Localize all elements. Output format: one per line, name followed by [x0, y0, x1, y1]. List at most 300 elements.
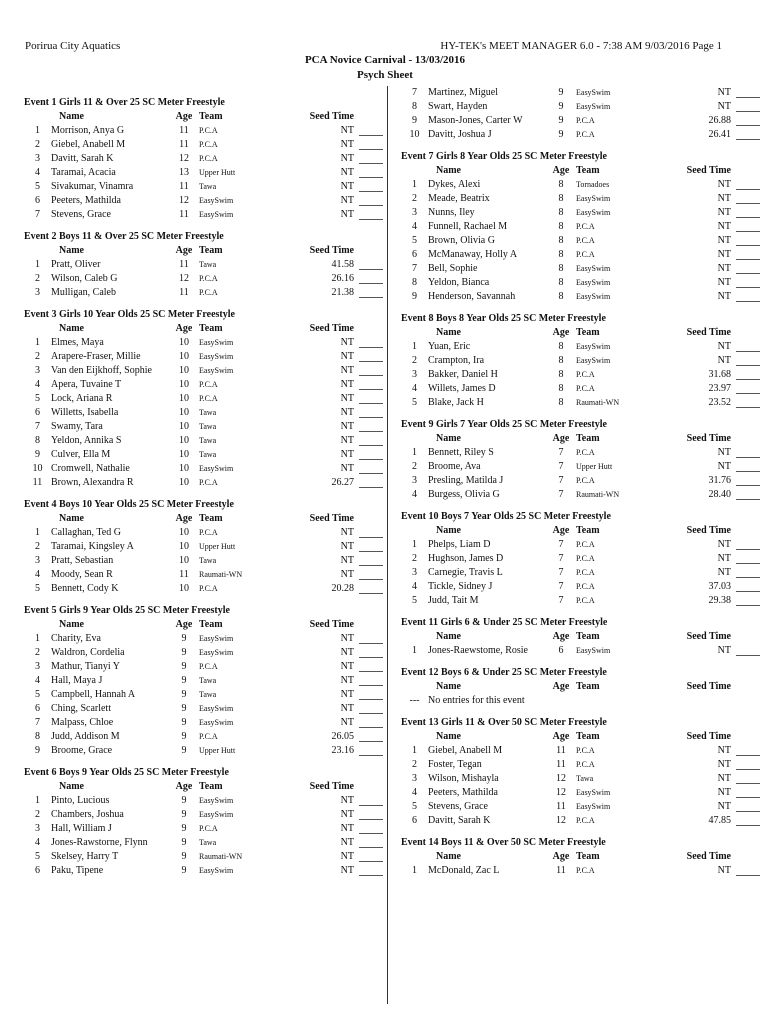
col-team-header: Team	[576, 433, 600, 444]
table-row	[24, 582, 386, 596]
swimmer-name: Pinto, Lucious	[51, 795, 110, 806]
swimmer-age: 12	[556, 773, 566, 784]
swimmer-team: P.C.A	[199, 140, 218, 149]
seed-time: NT	[340, 527, 354, 538]
seed-time: NT	[340, 837, 354, 848]
column-headers	[401, 524, 763, 538]
swimmer-team: P.C.A	[199, 528, 218, 537]
col-team-header: Team	[199, 781, 223, 792]
col-seed-header: Seed Time	[686, 681, 731, 692]
col-seed-header: Seed Time	[686, 631, 731, 642]
result-blank-line	[359, 744, 383, 758]
row-number: 5	[35, 851, 40, 862]
result-blank-line	[736, 580, 760, 594]
swimmer-age: 12	[179, 195, 189, 206]
result-blank-line	[359, 836, 383, 850]
seed-time: 23.52	[708, 397, 731, 408]
seed-time: 26.05	[331, 731, 354, 742]
swimmer-age: 9	[558, 115, 564, 126]
table-row	[401, 644, 763, 658]
row-number: 3	[35, 153, 40, 164]
result-blank-line	[736, 114, 760, 128]
seed-time: NT	[340, 717, 354, 728]
seed-time: NT	[717, 553, 731, 564]
col-num-header	[24, 780, 51, 794]
swimmer-name: Tickle, Sidney J	[428, 581, 493, 592]
swimmer-team: EasySwim	[199, 464, 234, 473]
swimmer-age: 9	[181, 731, 187, 742]
left-column	[24, 96, 386, 886]
swimmer-age: 9	[181, 795, 187, 806]
table-row	[401, 234, 763, 248]
seed-time: NT	[717, 263, 731, 274]
table-row	[24, 674, 386, 688]
swimmer-age: 11	[556, 745, 566, 756]
row-number: 6	[412, 815, 417, 826]
event-section	[401, 716, 763, 828]
row-number: 8	[412, 277, 417, 288]
col-team-header: Team	[576, 631, 600, 642]
table-row	[401, 340, 763, 354]
seed-time: NT	[340, 365, 354, 376]
result-blank-line	[359, 378, 383, 392]
result-blank-line	[736, 262, 760, 276]
row-number: 5	[35, 583, 40, 594]
event-title: Event 13 Girls 11 & Over 50 SC Meter Freestyle	[401, 717, 607, 728]
result-blank-line	[359, 208, 383, 222]
col-name-header: Name	[436, 433, 461, 444]
seed-time: 37.03	[708, 581, 731, 592]
swimmer-age: 10	[179, 435, 189, 446]
row-number: 8	[35, 435, 40, 446]
seed-time: NT	[717, 235, 731, 246]
seed-time: NT	[340, 393, 354, 404]
no-entries-row	[401, 694, 763, 708]
swimmer-team: Tawa	[199, 436, 217, 445]
col-age-header: Age	[175, 513, 193, 524]
swimmer-age: 10	[179, 351, 189, 362]
col-age-header: Age	[175, 245, 193, 256]
row-number: 1	[35, 795, 40, 806]
result-blank-line	[736, 744, 760, 758]
row-number: 4	[35, 569, 40, 580]
result-blank-line	[736, 786, 760, 800]
seed-time: NT	[717, 447, 731, 458]
event-title: Event 11 Girls 6 & Under 25 SC Meter Freestyle	[401, 617, 608, 628]
table-row	[24, 794, 386, 808]
col-age-header: Age	[552, 327, 570, 338]
table-row	[24, 850, 386, 864]
swimmer-team: EasySwim	[576, 102, 611, 111]
table-row	[401, 594, 763, 608]
swimmer-name: Bennett, Cody K	[51, 583, 119, 594]
col-team-header: Team	[576, 731, 600, 742]
swimmer-team: EasySwim	[576, 208, 611, 217]
swimmer-team: Raumati-WN	[576, 398, 620, 407]
table-row	[401, 368, 763, 382]
swimmer-name: Arapere-Fraser, Millie	[51, 351, 141, 362]
swimmer-name: Swart, Hayden	[428, 101, 488, 112]
seed-time: 47.85	[708, 815, 731, 826]
swimmer-age: 8	[558, 263, 564, 274]
seed-time: NT	[340, 661, 354, 672]
result-blank-line	[359, 124, 383, 138]
table-row	[24, 350, 386, 364]
result-blank-line	[736, 206, 760, 220]
seed-time: NT	[717, 101, 731, 112]
row-number: 1	[412, 539, 417, 550]
row-number: 4	[35, 167, 40, 178]
swimmer-age: 9	[558, 129, 564, 140]
swimmer-name: Hughson, James D	[428, 553, 504, 564]
column-headers	[401, 326, 763, 340]
seed-time: NT	[340, 195, 354, 206]
row-number: 9	[35, 745, 40, 756]
swimmer-name: Carnegie, Travis L	[428, 567, 503, 578]
col-name-header: Name	[436, 681, 461, 692]
result-blank-line	[736, 234, 760, 248]
result-blank-line	[359, 286, 383, 300]
result-blank-line	[359, 864, 383, 878]
seed-time: NT	[717, 87, 731, 98]
result-blank-line	[359, 822, 383, 836]
row-number: 7	[35, 209, 40, 220]
table-row	[24, 660, 386, 674]
seed-time: NT	[717, 461, 731, 472]
swimmer-age: 8	[558, 369, 564, 380]
table-row	[24, 808, 386, 822]
event-section	[401, 312, 763, 410]
row-number: 4	[412, 221, 417, 232]
swimmer-name: Blake, Jack H	[428, 397, 484, 408]
swimmer-name: Henderson, Savannah	[428, 291, 516, 302]
col-name-header: Name	[59, 513, 84, 524]
col-seed-header: Seed Time	[686, 433, 731, 444]
seed-time: NT	[340, 167, 354, 178]
result-blank-line	[736, 276, 760, 290]
result-blank-line	[359, 540, 383, 554]
seed-time: NT	[340, 337, 354, 348]
col-seed-header: Seed Time	[309, 245, 354, 256]
event-title: Event 9 Girls 7 Year Olds 25 SC Meter Freestyle	[401, 419, 607, 430]
table-row	[24, 286, 386, 300]
result-blank-line	[736, 772, 760, 786]
col-name-header: Name	[436, 631, 461, 642]
result-blank-line	[736, 644, 760, 658]
seed-time: 20.28	[331, 583, 354, 594]
row-number: 4	[412, 489, 417, 500]
col-team-header: Team	[199, 245, 223, 256]
swimmer-team: P.C.A	[576, 384, 595, 393]
table-row	[401, 744, 763, 758]
seed-time: NT	[340, 795, 354, 806]
event-6-continued	[401, 86, 763, 142]
col-seed-header: Seed Time	[686, 327, 731, 338]
seed-time: 28.40	[708, 489, 731, 500]
col-team-header: Team	[576, 165, 600, 176]
table-row	[401, 276, 763, 290]
col-age-header: Age	[552, 165, 570, 176]
table-row	[401, 800, 763, 814]
result-blank-line	[359, 406, 383, 420]
swimmer-name: Bell, Sophie	[428, 263, 478, 274]
table-row	[24, 864, 386, 878]
swimmer-age: 10	[179, 477, 189, 488]
result-blank-line	[359, 448, 383, 462]
table-row	[401, 446, 763, 460]
result-blank-line	[359, 568, 383, 582]
result-blank-line	[359, 582, 383, 596]
row-number: 2	[35, 273, 40, 284]
col-num-header	[401, 432, 428, 446]
row-number: 3	[412, 567, 417, 578]
row-number: 2	[35, 647, 40, 658]
swimmer-name: Paku, Tipene	[51, 865, 104, 876]
swimmer-age: 9	[181, 633, 187, 644]
result-blank-line	[359, 716, 383, 730]
swimmer-name: Pratt, Oliver	[51, 259, 101, 270]
swimmer-age: 8	[558, 397, 564, 408]
seed-time: 21.38	[331, 287, 354, 298]
seed-time: 31.76	[708, 475, 731, 486]
seed-time: 23.16	[331, 745, 354, 756]
swimmer-name: Peeters, Mathilda	[51, 195, 121, 206]
row-number: 5	[412, 595, 417, 606]
event-title: Event 3 Girls 10 Year Olds 25 SC Meter Freestyle	[24, 309, 235, 320]
swimmer-team: Tawa	[199, 408, 217, 417]
swimmer-name: Brown, Alexandra R	[51, 477, 134, 488]
col-team-header: Team	[199, 513, 223, 524]
table-row	[401, 538, 763, 552]
swimmer-age: 7	[558, 553, 564, 564]
swimmer-team: P.C.A	[199, 288, 218, 297]
table-row	[24, 378, 386, 392]
row-number: 2	[412, 553, 417, 564]
swimmer-age: 9	[181, 837, 187, 848]
row-number: 3	[35, 365, 40, 376]
swimmer-name: Yeldon, Bianca	[428, 277, 490, 288]
col-num-header	[401, 730, 428, 744]
swimmer-name: Giebel, Anabell M	[51, 139, 126, 150]
table-row	[401, 290, 763, 304]
row-number: 3	[35, 287, 40, 298]
seed-time: NT	[340, 407, 354, 418]
table-row	[401, 220, 763, 234]
row-number: 7	[35, 421, 40, 432]
swimmer-team: EasySwim	[576, 646, 611, 655]
swimmer-age: 10	[179, 541, 189, 552]
col-seed-header: Seed Time	[686, 731, 731, 742]
table-row	[401, 864, 763, 878]
swimmer-name: Skelsey, Harry T	[51, 851, 119, 862]
swimmer-team: EasySwim	[199, 718, 234, 727]
result-blank-line	[359, 166, 383, 180]
row-number: 1	[412, 179, 417, 190]
row-number: 1	[35, 337, 40, 348]
swimmer-team: P.C.A	[576, 554, 595, 563]
swimmer-age: 10	[179, 555, 189, 566]
event-title: Event 2 Boys 11 & Over 25 SC Meter Freestyle	[24, 231, 224, 242]
row-number: 1	[412, 645, 417, 656]
swimmer-team: EasySwim	[576, 356, 611, 365]
result-blank-line	[736, 396, 760, 410]
swimmer-age: 8	[558, 235, 564, 246]
table-row	[24, 124, 386, 138]
table-row	[24, 336, 386, 350]
result-blank-line	[736, 290, 760, 304]
swimmer-team: Upper Hutt	[576, 462, 613, 471]
seed-time: NT	[340, 379, 354, 390]
swimmer-team: EasySwim	[576, 292, 611, 301]
swimmer-team: P.C.A	[576, 476, 595, 485]
swimmer-age: 7	[558, 461, 564, 472]
swimmer-team: Tawa	[199, 422, 217, 431]
swimmer-age: 8	[558, 291, 564, 302]
swimmer-age: 11	[179, 569, 189, 580]
swimmer-name: Chambers, Joshua	[51, 809, 124, 820]
swimmer-name: Davitt, Joshua J	[428, 129, 492, 140]
result-blank-line	[359, 660, 383, 674]
table-row	[401, 248, 763, 262]
swimmer-name: Foster, Tegan	[428, 759, 482, 770]
table-row	[401, 114, 763, 128]
seed-time: NT	[340, 125, 354, 136]
swimmer-team: P.C.A	[576, 236, 595, 245]
swimmer-age: 6	[558, 645, 564, 656]
row-number: 6	[35, 195, 40, 206]
table-row	[24, 258, 386, 272]
row-number: 1	[412, 865, 417, 876]
swimmer-name: Wilson, Caleb G	[51, 273, 118, 284]
result-blank-line	[736, 220, 760, 234]
swimmer-age: 12	[556, 815, 566, 826]
col-num-header	[401, 326, 428, 340]
swimmer-age: 9	[181, 689, 187, 700]
row-number: 10	[32, 463, 43, 474]
swimmer-name: Crampton, Ira	[428, 355, 485, 366]
swimmer-team: EasySwim	[199, 210, 234, 219]
seed-time: 26.27	[331, 477, 354, 488]
row-number: 4	[412, 581, 417, 592]
swimmer-name: McManaway, Holly A	[428, 249, 518, 260]
row-number: 9	[35, 449, 40, 460]
swimmer-team: EasySwim	[199, 352, 234, 361]
table-row	[401, 758, 763, 772]
result-blank-line	[736, 566, 760, 580]
table-row	[24, 166, 386, 180]
seed-time: 26.16	[331, 273, 354, 284]
table-row	[24, 434, 386, 448]
row-number: 3	[412, 475, 417, 486]
table-row	[24, 568, 386, 582]
swimmer-name: Martinez, Miguel	[428, 87, 498, 98]
row-number: 4	[35, 675, 40, 686]
result-blank-line	[359, 554, 383, 568]
result-blank-line	[359, 364, 383, 378]
swimmer-name: Campbell, Hannah A	[51, 689, 136, 700]
swimmer-name: Jones-Rawstorne, Flynn	[51, 837, 148, 848]
col-age-header: Age	[552, 433, 570, 444]
event-section	[401, 418, 763, 502]
col-seed-header: Seed Time	[309, 513, 354, 524]
col-name-header: Name	[59, 619, 84, 630]
swimmer-age: 10	[179, 337, 189, 348]
row-number: 8	[412, 101, 417, 112]
swimmer-name: Giebel, Anabell M	[428, 745, 503, 756]
result-blank-line	[359, 808, 383, 822]
swimmer-team: P.C.A	[576, 116, 595, 125]
swimmer-name: Sivakumar, Vinamra	[51, 181, 134, 192]
result-blank-line	[359, 794, 383, 808]
seed-time: NT	[717, 291, 731, 302]
result-blank-line	[736, 340, 760, 354]
row-number: 1	[412, 745, 417, 756]
event-title: Event 5 Girls 9 Year Olds 25 SC Meter Freestyle	[24, 605, 230, 616]
swimmer-age: 11	[179, 181, 189, 192]
swimmer-name: Judd, Addison M	[51, 731, 120, 742]
swimmer-name: Phelps, Liam D	[428, 539, 491, 550]
row-number: 4	[412, 383, 417, 394]
table-row	[24, 540, 386, 554]
swimmer-age: 8	[558, 277, 564, 288]
row-number: 5	[35, 393, 40, 404]
row-number: 2	[35, 541, 40, 552]
result-blank-line	[359, 392, 383, 406]
swimmer-team: Tawa	[199, 450, 217, 459]
swimmer-team: EasySwim	[199, 338, 234, 347]
swimmer-team: EasySwim	[576, 278, 611, 287]
seed-time: NT	[340, 153, 354, 164]
table-row	[401, 262, 763, 276]
swimmer-team: P.C.A	[199, 478, 218, 487]
seed-time: NT	[717, 355, 731, 366]
swimmer-name: Peeters, Mathilda	[428, 787, 498, 798]
event-title: Event 6 Boys 9 Year Olds 25 SC Meter Freestyle	[24, 767, 229, 778]
swimmer-team: EasySwim	[576, 802, 611, 811]
seed-time: NT	[340, 139, 354, 150]
seed-time: NT	[717, 801, 731, 812]
swimmer-team: P.C.A	[199, 662, 218, 671]
table-row	[401, 178, 763, 192]
table-row	[24, 152, 386, 166]
event-section	[401, 666, 763, 708]
result-blank-line	[359, 180, 383, 194]
result-blank-line	[359, 674, 383, 688]
table-row	[24, 554, 386, 568]
row-number: 8	[35, 731, 40, 742]
swimmer-age: 10	[179, 583, 189, 594]
swimmer-name: Burgess, Olivia G	[428, 489, 500, 500]
result-blank-line	[736, 446, 760, 460]
seed-time: NT	[340, 703, 354, 714]
event-section	[401, 510, 763, 608]
col-name-header: Name	[436, 327, 461, 338]
row-number: 1	[35, 259, 40, 270]
swimmer-age: 8	[558, 249, 564, 260]
swimmer-age: 10	[179, 407, 189, 418]
table-row	[24, 716, 386, 730]
table-row	[24, 476, 386, 490]
result-blank-line	[736, 800, 760, 814]
row-number: 6	[35, 865, 40, 876]
seed-time: NT	[717, 539, 731, 550]
event-section	[24, 308, 386, 490]
table-row	[24, 730, 386, 744]
event-section	[401, 150, 763, 304]
seed-time: NT	[717, 249, 731, 260]
swimmer-age: 9	[181, 661, 187, 672]
row-number: 5	[35, 689, 40, 700]
